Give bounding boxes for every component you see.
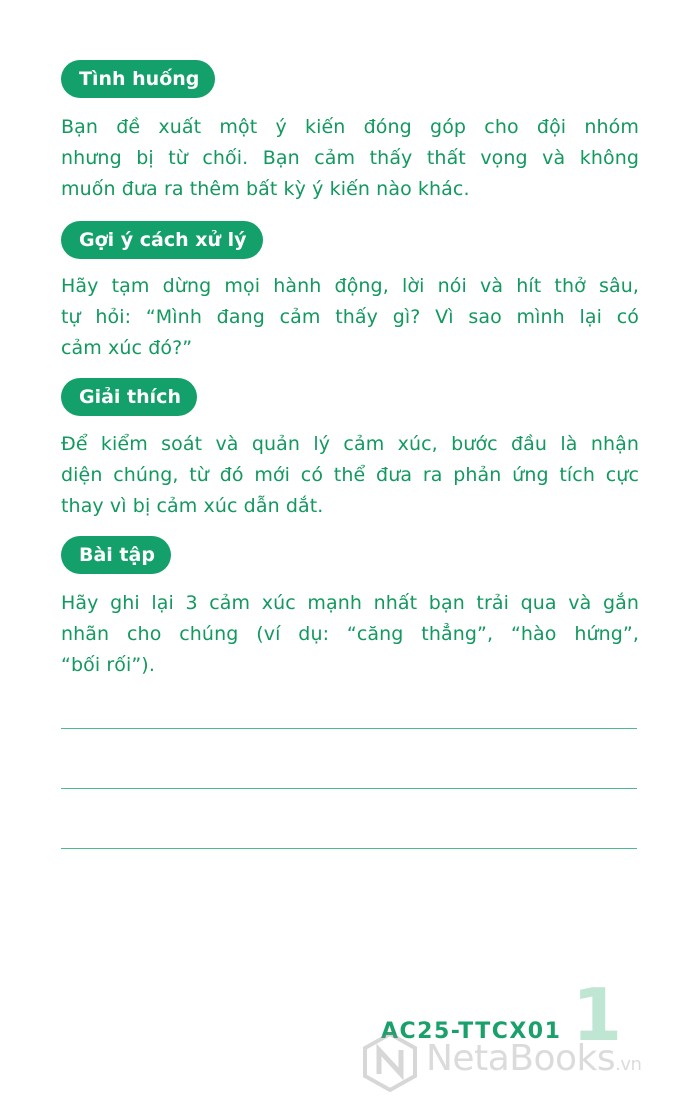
watermark (362, 1032, 692, 1092)
writing-line[interactable] (61, 848, 637, 849)
section-body-explanation (61, 429, 639, 522)
text-line: nhưng bị từ chối. Bạn cảm thấy thất vọng và không (61, 147, 639, 169)
section-heading-suggestion: Gợi ý cách xử lý (61, 221, 263, 259)
text-line: diện chúng, từ đó mới có thể đưa ra phản ứng tích cực (61, 464, 639, 486)
text-line: Hãy tạm dừng mọi hành động, lời nói và hít thở sâu, (61, 275, 639, 297)
section-heading-situation: Tình huống (61, 60, 215, 98)
watermark-brand: NetaBooks (426, 1038, 616, 1079)
text-line: Hãy ghi lại 3 cảm xúc mạnh nhất bạn trải qua và gắn (61, 592, 639, 614)
text-line: “bối rối”). (61, 654, 155, 676)
text-line: thay vì bị cảm xúc dẫn dắt. (61, 495, 324, 517)
writing-line[interactable] (61, 728, 637, 729)
writing-line[interactable] (61, 788, 637, 789)
card-code: AC25-TTCX01 (381, 1019, 562, 1044)
section-heading-exercise: Bài tập (61, 536, 171, 574)
watermark-text (426, 1038, 641, 1079)
text-line: cảm xúc đó?” (61, 337, 193, 359)
text-line: tự hỏi: “Mình đang cảm thấy gì? Vì sao mình lại có (61, 306, 639, 328)
text-line: Để kiểm soát và quản lý cảm xúc, bước đầu là nhận (61, 433, 639, 455)
netabooks-logo-icon (362, 1032, 418, 1092)
section-body-exercise (61, 588, 639, 681)
page-number: 1 (572, 973, 623, 1057)
section-body-situation (61, 112, 639, 205)
text-line: nhãn cho chúng (ví dụ: “căng thẳng”, “hào hứng”, (61, 623, 639, 645)
watermark-suffix: .vn (615, 1054, 642, 1075)
section-heading-explanation: Giải thích (61, 378, 197, 416)
text-line: muốn đưa ra thêm bất kỳ ý kiến nào khác. (61, 178, 470, 200)
text-line: Bạn đề xuất một ý kiến đóng góp cho đội nhóm (61, 116, 639, 138)
section-body-suggestion (61, 271, 639, 364)
